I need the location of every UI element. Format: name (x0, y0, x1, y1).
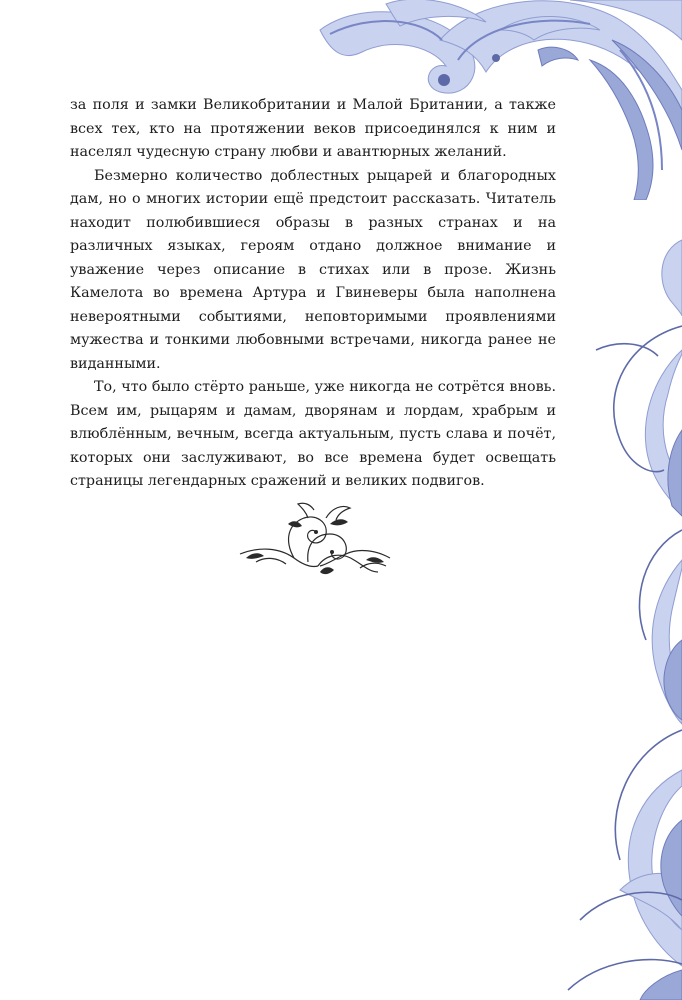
floral-vignette-icon (236, 500, 394, 580)
body-text (70, 94, 556, 494)
paragraph-continued: за поля и замки Великобритании и Малой Британии, а также всех тех, кто на протяжении веков присоединялся к ним и населял чудесную страну любви и авантюрных желаний. (70, 97, 556, 160)
paragraph-glory: То, что было стёрто раньше, уже никогда не сотрётся вновь. Всем им, рыцарям и дамам, дворянам и лордам, храбрым и влюблённым, вечным, всегда актуальным, пусть слава и почёт, которых они заслуживают, во все времена будет освещать страницы легендарных сражений и великих подвигов. (70, 379, 556, 489)
paragraph-knights: Безмерно количество доблестных рыцарей и благородных дам, но о многих истории ещё предстоит рассказать. Читатель находит полюбившиеся образы в разных странах и на различных языках, героям отдано должное внимание и уважение через описание в стихах или в прозе. Жизнь Камелота во времена Артура и Гвиневеры была наполнена невероятными событиями, неповторимыми проявлениями мужества и тонкими любовными встречами, никогда ранее не виданными. (70, 167, 556, 372)
scroll-vine-border-icon (560, 230, 682, 1000)
